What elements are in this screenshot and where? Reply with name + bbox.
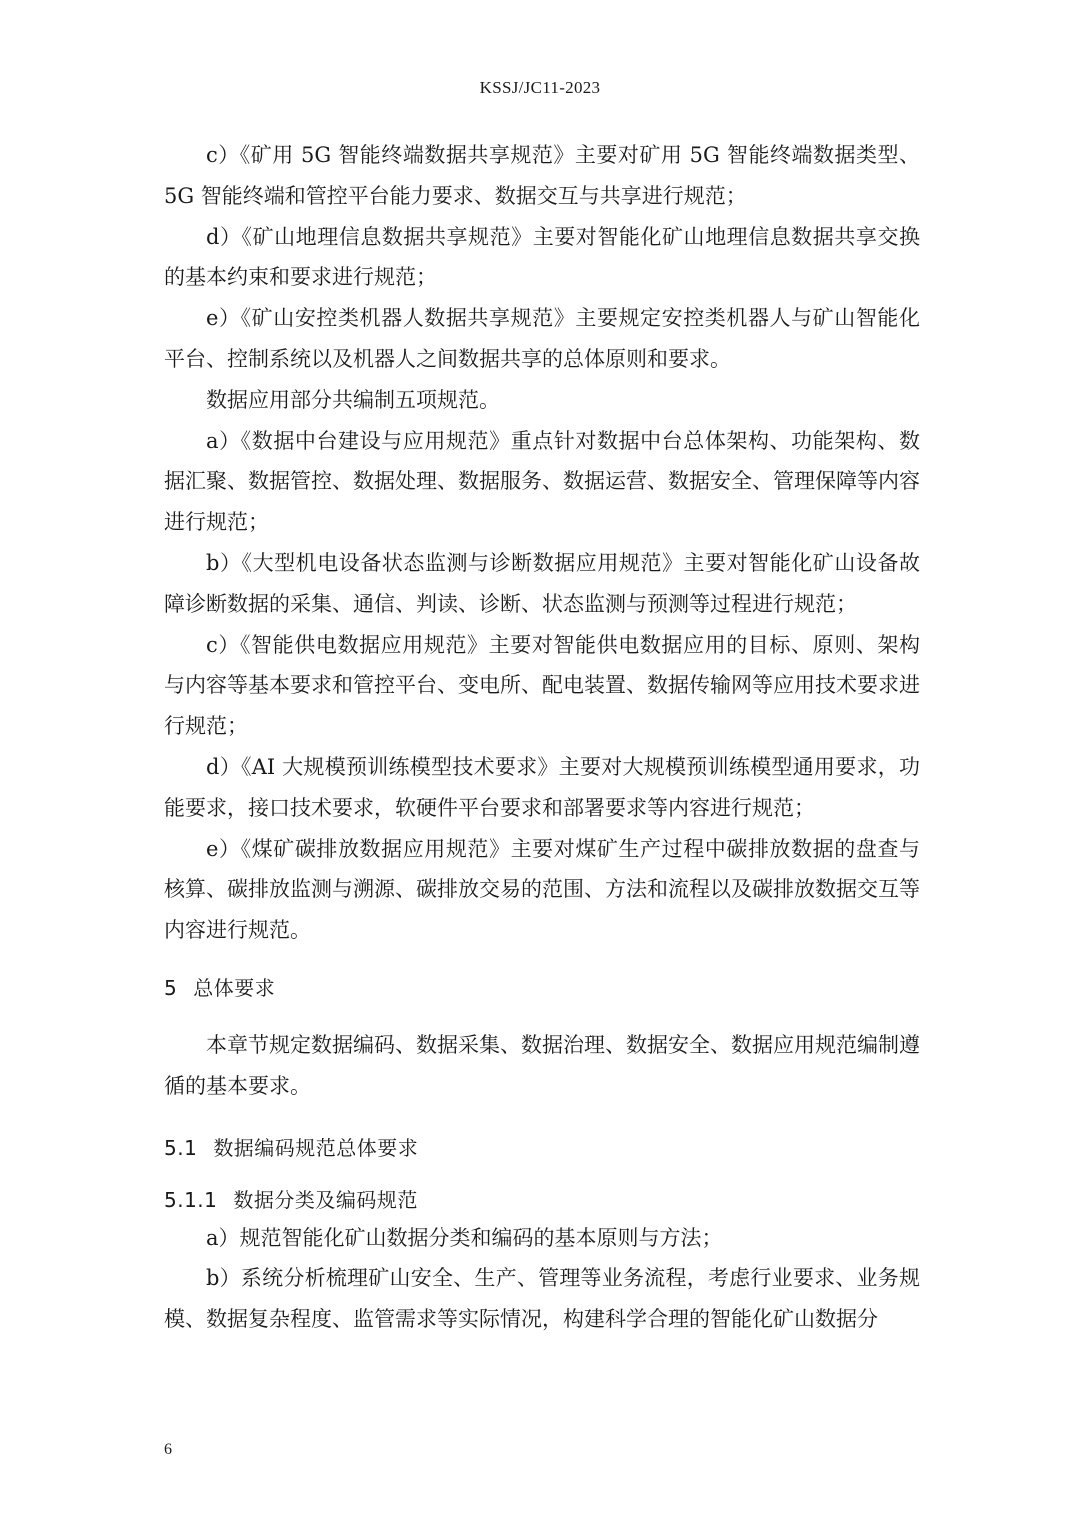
section-number: 5.1 [164,1135,198,1160]
section-title: 数据分类及编码规范 [233,1187,418,1212]
paragraph-ai-model: d）《AI 大规模预训练模型技术要求》主要对大规模预训练模型通用要求，功能要求，接口技术要求，软硬件平台要求和部署要求等内容进行规范； [164,754,920,820]
paragraph-data-application-intro: 数据应用部分共编制五项规范。 [206,387,500,412]
paragraph-equipment-monitoring: b）《大型机电设备状态监测与诊断数据应用规范》主要对智能化矿山设备故障诊断数据的采集、通信、判读、诊断、状态监测与预测等过程进行规范； [164,550,920,616]
section-5-intro: 本章节规定数据编码、数据采集、数据治理、数据安全、数据应用规范编制遵循的基本要求。 [164,1032,920,1098]
paragraph-geo-info: d）《矿山地理信息数据共享规范》主要对智能化矿山地理信息数据共享交换的基本约束和要求进行规范； [164,224,920,290]
section-title: 总体要求 [193,975,276,1000]
section-title: 数据编码规范总体要求 [213,1135,419,1160]
section-5-1-heading [164,1136,920,1160]
paragraph-robot: e）《矿山安控类机器人数据共享规范》主要规定安控类机器人与矿山智能化平台、控制系统以及机器人之间数据共享的总体原则和要求。 [164,306,920,371]
section-number: 5.1.1 [164,1187,218,1212]
document-body [164,135,920,1340]
section-5-1-1-heading [164,1188,920,1212]
paragraph-5g-terminal: c）《矿用 5G 智能终端数据共享规范》主要对矿用 5G 智能终端数据类型、5G 智能终端和管控平台能力要求、数据交互与共享进行规范； [164,143,920,208]
section-number: 5 [164,975,178,1000]
list-item: a）规范智能化矿山数据分类和编码的基本原则与方法； [206,1225,723,1250]
paragraph-carbon-emission: e）《煤矿碳排放数据应用规范》主要对煤矿生产过程中碳排放数据的盘查与核算、碳排放监测与溯源、碳排放交易的范围、方法和流程以及碳排放数据交互等内容进行规范。 [164,836,920,943]
section-5-heading [164,976,920,1000]
list-item: b）系统分析梳理矿山安全、生产、管理等业务流程，考虑行业要求、业务规模、数据复杂程度、监管需求等实际情况，构建科学合理的智能化矿山数据分 [164,1266,920,1332]
paragraph-smart-power: c）《智能供电数据应用规范》主要对智能供电数据应用的目标、原则、架构与内容等基本要求和管控平台、变电所、配电装置、数据传输网等应用技术要求进行规范； [164,632,920,739]
paragraph-data-middle-platform: a）《数据中台建设与应用规范》重点针对数据中台总体架构、功能架构、数据汇聚、数据管控、数据处理、数据服务、数据运营、数据安全、管理保障等内容进行规范； [164,428,920,535]
page-number: 6 [164,1441,172,1458]
document-code-header: KSSJ/JC11-2023 [479,78,601,97]
